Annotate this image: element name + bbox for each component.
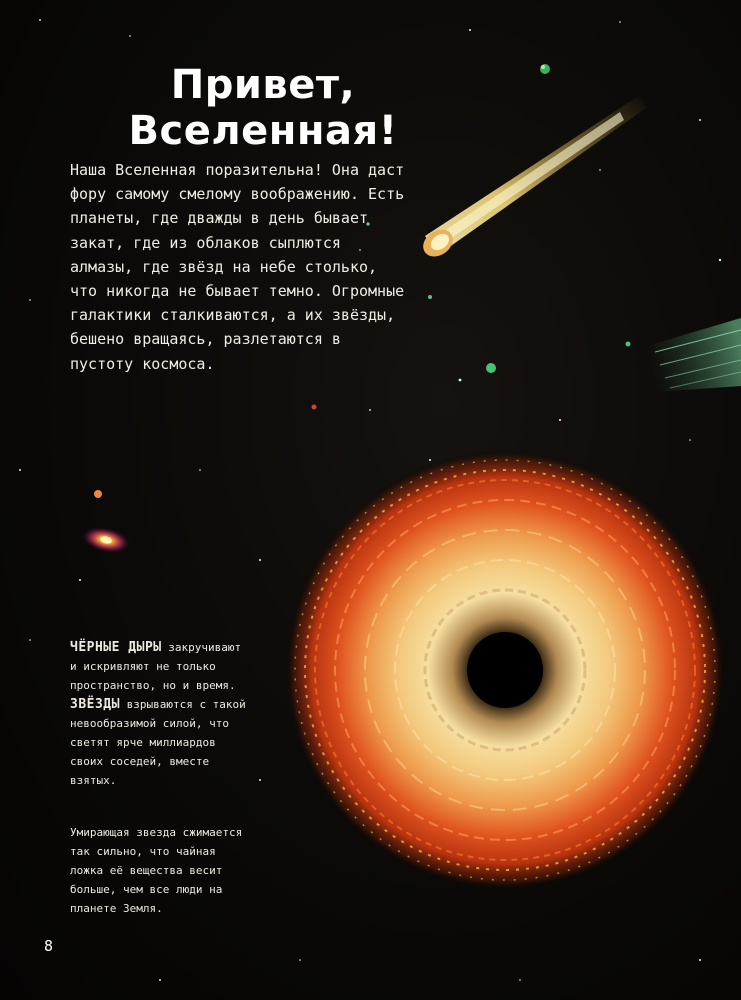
green-streak: [650, 318, 741, 392]
black-hole: [285, 450, 725, 890]
galaxy: [80, 523, 132, 556]
text-stars: взрываются с такой невообразимой силой, что светят ярче миллиардов своих соседей, вместе взятых.: [70, 698, 246, 787]
term-black-holes: ЧЁРНЫЕ ДЫРЫ: [70, 640, 162, 655]
sidebar-paragraph-black-holes: [70, 638, 250, 790]
title-line-1: Привет,: [170, 62, 356, 108]
text-black-holes: закручивают и искривляют не только пространство, но и время.: [70, 641, 242, 692]
intro-paragraph: Наша Вселенная поразительна! Она даст фору самому смелому воображению. Есть планеты, где дважды в день бывает закат, где из облаков сыплются алмазы, где звёзд на небе столько, что никогда не бывает темно. Огромные галактики сталкиваются, а их звёзды, бешено вращаясь, разлетаются в пустоту космоса.: [70, 161, 405, 373]
comet: [418, 95, 646, 262]
term-stars: ЗВЁЗДЫ: [70, 697, 120, 712]
title-line-2: Вселенная!: [128, 108, 398, 154]
page-number: 8: [44, 937, 54, 955]
page-title: [118, 62, 408, 154]
sidebar-paragraph-dying-star: Умирающая звезда сжимается так сильно, что чайная ложка её вещества весит больше, чем все люди на планете Земля.: [70, 826, 243, 915]
